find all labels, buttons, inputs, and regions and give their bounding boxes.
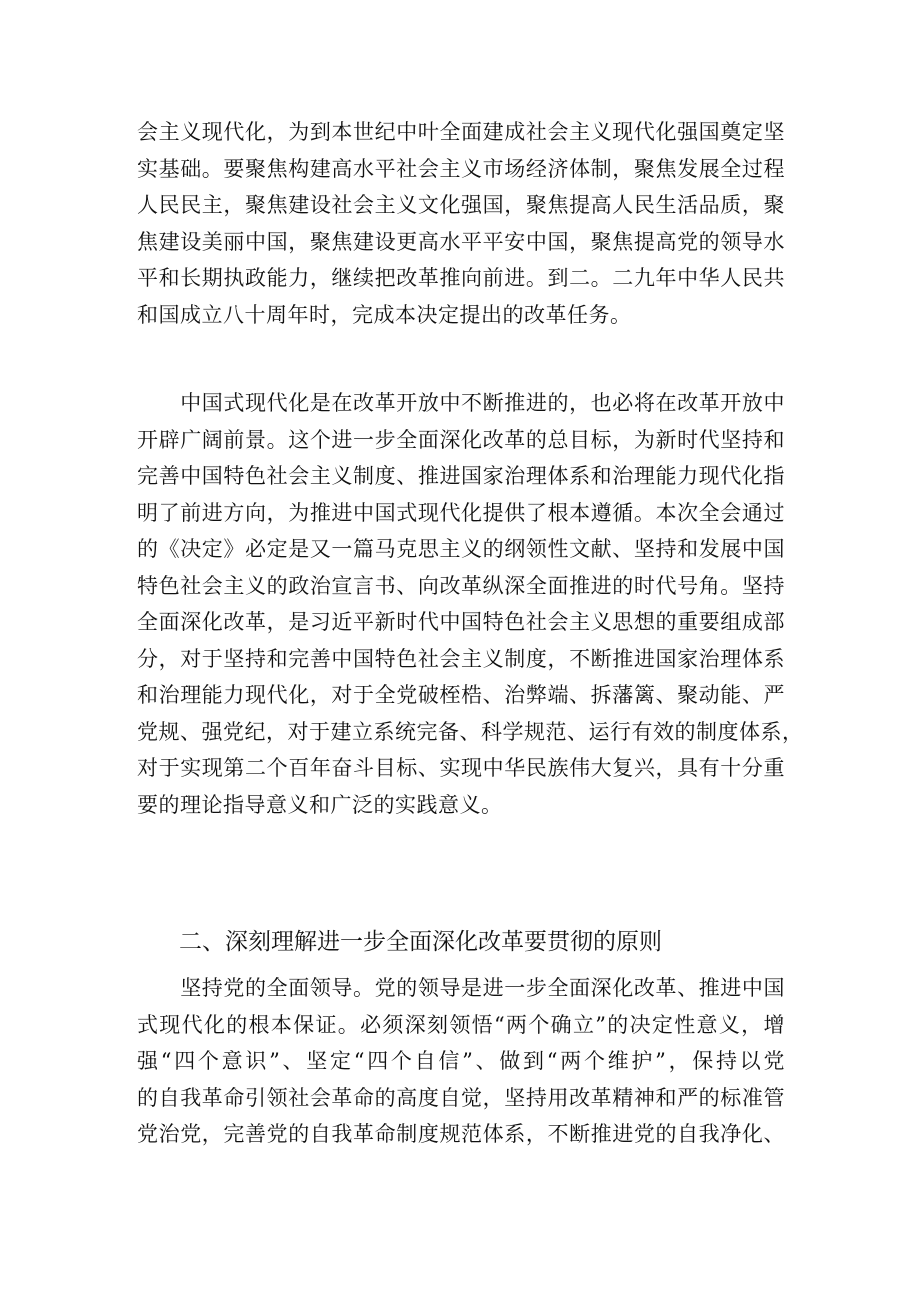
paragraph-1-line: 焦建设美丽中国，聚焦建设更高水平平安中国，聚焦提高党的领导水 <box>137 229 785 254</box>
paragraph-2-line: 明了前进方向，为推进中国式现代化提供了根本遵循。本次全会通过 <box>137 500 785 525</box>
section-heading: 二、深刻理解进一步全面深化改革要贯彻的原则 <box>179 929 662 955</box>
paragraph-3-line: 的自我革命引领社会革命的高度自觉，坚持用改革精神和严的标准管 <box>137 1085 785 1110</box>
paragraph-1 <box>137 114 785 333</box>
paragraph-3-line: 坚持党的全面领导。党的领导是进一步全面深化改革、推进中国 <box>137 976 785 1000</box>
paragraph-2-line: 和治理能力现代化，对于全党破桎梏、治弊端、拆藩篱、聚动能、严 <box>137 683 785 707</box>
paragraph-2-line: 要的理论指导意义和广泛的实践意义。 <box>137 792 503 817</box>
paragraph-1-line: 人民民主，聚焦建设社会主义文化强国，聚焦提高人民生活品质，聚 <box>137 193 785 217</box>
paragraph-2-line: 特色社会主义的政治宣言书、向改革纵深全面推进的时代号角。坚持 <box>137 573 785 598</box>
paragraph-2-line: 完善中国特色社会主义制度、推进国家治理体系和治理能力现代化指 <box>137 464 785 488</box>
paragraph-1-line: 实基础。要聚焦构建高水平社会主义市场经济体制，聚焦发展全过程 <box>137 156 785 181</box>
paragraph-2-line: 开辟广阔前景。这个进一步全面深化改革的总目标，为新时代坚持和 <box>137 427 785 452</box>
paragraph-2-line: 的《决定》必定是又一篇马克思主义的纲领性文献、坚持和发展中国 <box>137 537 785 561</box>
paragraph-1-line: 会主义现代化，为到本世纪中叶全面建成社会主义现代化强国奠定坚 <box>137 120 785 144</box>
paragraph-2-line: 分，对于坚持和完善中国特色社会主义制度，不断推进国家治理体系 <box>137 646 785 671</box>
paragraph-2-line: 对于实现第二个百年奋斗目标、实现中华民族伟大复兴，具有十分重 <box>137 756 785 780</box>
paragraph-3-line: 党治党，完善党的自我革命制度规范体系，不断推进党的自我净化、 <box>137 1122 785 1146</box>
paragraph-3-line: 式现代化的根本保证。必须深刻领悟“两个确立”的决定性意义，增 <box>137 1012 785 1037</box>
paragraph-2-line: 党规、强党纪，对于建立系统完备、科学规范、运行有效的制度体系， <box>137 719 804 744</box>
paragraph-3 <box>137 970 785 1153</box>
paragraph-2-line: 中国式现代化是在改革开放中不断推进的，也必将在改革开放中 <box>137 391 785 415</box>
paragraph-2 <box>137 385 804 823</box>
paragraph-2-line: 全面深化改革，是习近平新时代中国特色社会主义思想的重要组成部 <box>137 610 785 634</box>
paragraph-1-line: 和国成立八十周年时，完成本决定提出的改革任务。 <box>137 302 632 327</box>
paragraph-1-line: 平和长期执政能力，继续把改革推向前进。到二。二九年中华人民共 <box>137 266 785 290</box>
paragraph-3-line: 强“四个意识”、坚定“四个自信”、做到“两个维护”，保持以党 <box>137 1049 785 1073</box>
